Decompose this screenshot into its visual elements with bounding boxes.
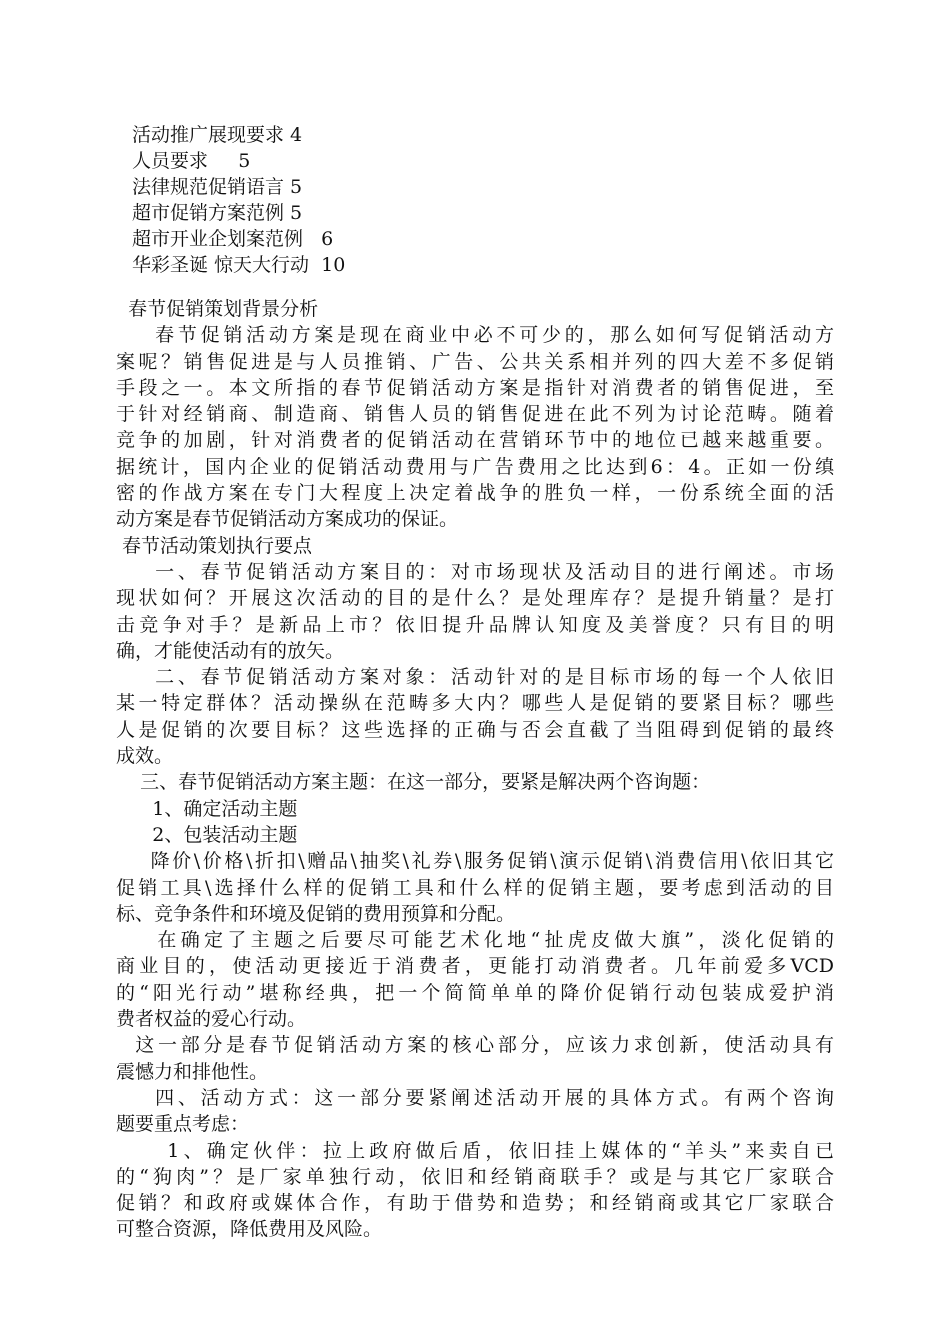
- text-line: 1、确定伙伴：拉上政府做后盾，依旧挂上媒体的“羊头”来卖自已: [116, 1139, 834, 1162]
- text-line: 三、春节促销活动方案主题：在这一部分，要紧是解决两个咨询题：: [116, 771, 711, 794]
- text-line: 于针对经销商、制造商、销售人员的销售促进在此不列为讨论范畴。随着: [116, 403, 834, 426]
- text-line: 密的作战方案在专门大程度上决定着战争的胜负一样，一份系统全面的活: [116, 482, 834, 505]
- text-line: 竞争的加剧，针对消费者的促销活动在营销环节中的地位已越来越重要。: [116, 429, 834, 452]
- text-line: 1、确定活动主题: [116, 797, 298, 820]
- text-line: 现状如何？开展这次活动的目的是什么？是处理库存？是提升销量？是打: [116, 587, 834, 610]
- text-line: 题要重点考虑：: [116, 1113, 250, 1136]
- text-line: 案呢？销售促进是与人员推销、广告、公共关系相并列的四大差不多促销: [116, 350, 834, 373]
- table-of-contents: [132, 122, 532, 278]
- toc-entry: 法律规范促销语言 5: [132, 176, 303, 198]
- toc-entry: 人员要求 5: [132, 150, 251, 172]
- text-line: 某一特定群体？活动操纵在范畴多大内？哪些人是促销的要紧目标？哪些: [116, 692, 834, 715]
- text-line: 四、活动方式：这一部分要紧阐述活动开展的具体方式。有两个咨询: [116, 1086, 834, 1109]
- text-line: 促销？和政府或媒体合作，有助于借势和造势；和经销商或其它厂家联合: [116, 1192, 834, 1215]
- text-line: 的“狗肉”？是厂家单独行动，依旧和经销商联手？或是与其它厂家联合: [116, 1165, 834, 1188]
- text-line: 春节活动策划执行要点: [116, 534, 313, 557]
- text-line: 这一部分是春节促销活动方案的核心部分，应该力求创新，使活动具有: [116, 1034, 834, 1057]
- toc-entry: 华彩圣诞 惊天大行动 10: [132, 254, 346, 276]
- text-line: 手段之一。本文所指的春节促销活动方案是指针对消费者的销售促进，至: [116, 376, 834, 399]
- text-line: 费者权益的爱心行动。: [116, 1008, 307, 1031]
- text-line: 标、竞争条件和环境及促销的费用预算和分配。: [116, 902, 516, 925]
- text-line: 成效。: [116, 745, 174, 768]
- text-line: 二、春节促销活动方案对象：活动针对的是目标市场的每一个人依旧: [116, 666, 834, 689]
- text-line: 震憾力和排他性。: [116, 1060, 269, 1083]
- toc-entry: 超市促销方案范例 5: [132, 202, 303, 224]
- document-body: [116, 296, 834, 1243]
- text-line: 击竞争对手？是新品上市？依旧提升品牌认知度及美誉度？只有目的明: [116, 613, 834, 636]
- toc-entry: 超市开业企划案范例 6: [132, 228, 334, 250]
- text-line: 春节促销策划背景分析: [116, 298, 319, 320]
- text-line: 据统计，国内企业的促销活动费用与广告费用之比达到6：4。正如一份缜: [116, 455, 834, 478]
- text-line: 一、春节促销活动方案目的：对市场现状及活动目的进行阐述。市场: [116, 560, 834, 583]
- text-line: 可整合资源，降低费用及风险。: [116, 1218, 383, 1241]
- text-line: 动方案是春节促销活动方案成功的保证。: [116, 508, 459, 531]
- toc-entry: 活动推广展现要求 4: [132, 124, 303, 146]
- text-line: 商业目的，使活动更接近于消费者，更能打动消费者。几年前爱多VCD: [116, 955, 834, 978]
- text-line: 春节促销活动方案是现在商业中必不可少的，那么如何写促销活动方: [116, 324, 834, 347]
- text-line: 确，才能使活动有的放矢。: [116, 639, 345, 662]
- text-line: 人是促销的次要目标？这些选择的正确与否会直截了当阻碍到促销的最终: [116, 718, 834, 741]
- text-line: 在确定了主题之后要尽可能艺术化地“扯虎皮做大旗”，淡化促销的: [116, 929, 834, 952]
- text-line: 的“阳光行动”堪称经典，把一个简简单单的降价促销行动包装成爱护消: [116, 981, 834, 1004]
- text-line: 降价\价格\折扣\赠品\抽奖\礼券\服务促销\演示促销\消费信用\依旧其它: [116, 850, 834, 873]
- text-line: 2、包装活动主题: [116, 823, 298, 846]
- text-line: 促销工具\选择什么样的促销工具和什么样的促销主题，要考虑到活动的目: [116, 876, 834, 899]
